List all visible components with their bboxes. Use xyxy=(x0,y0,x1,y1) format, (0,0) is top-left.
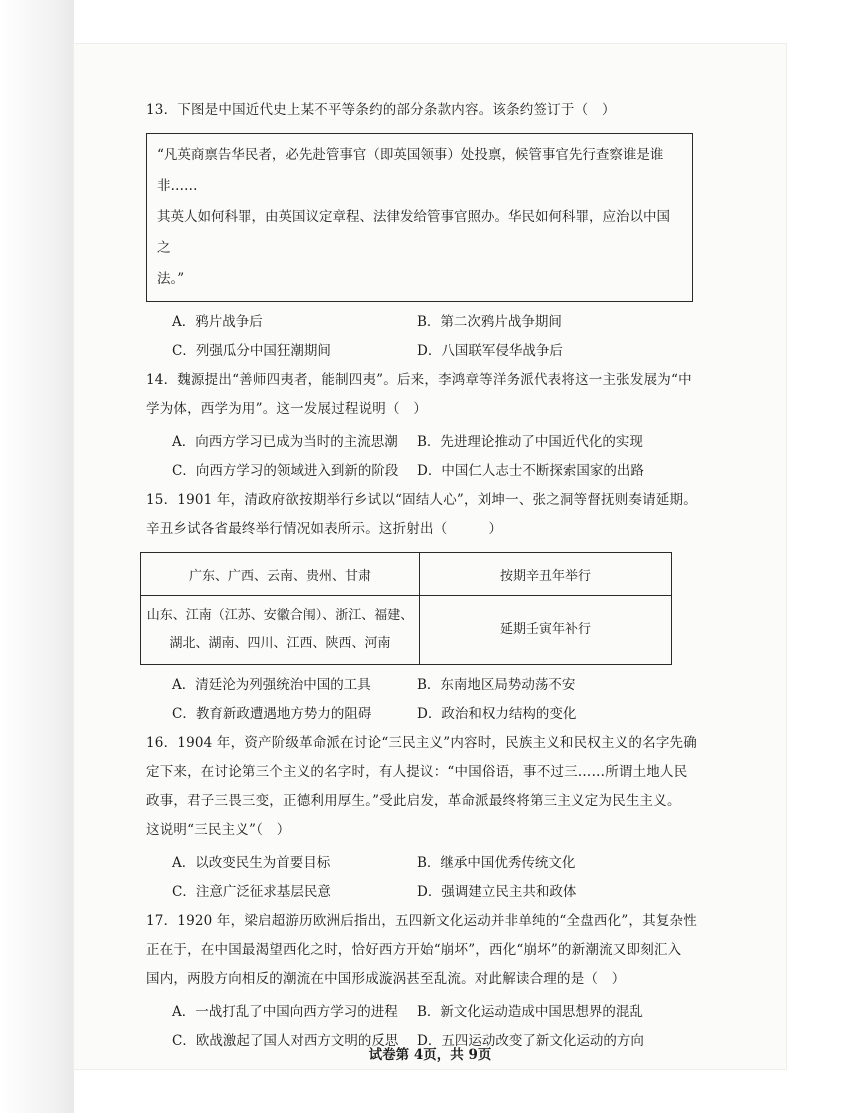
option-a: A．鸦片战争后 xyxy=(172,314,263,330)
option-a: A．清廷沦为列强统治中国的工具 xyxy=(172,677,371,693)
question-15-options xyxy=(172,671,706,729)
question-14-stem-line-1: 14．魏源提出“善师四夷者，能制四夷”。后来，李鸿章等洋务派代表将这一主张发展为“中 xyxy=(146,372,692,388)
question-16-stem-line-2: 定下来，在讨论第三个主义的名字时，有人提议：“中国俗语，事不过三……所谓土地人民 xyxy=(146,764,688,780)
quote-line-2: 其英人如何科罪，由英国议定章程、法律发给管事官照办。华民如何科罪，应治以中国之 xyxy=(157,209,670,256)
question-17-stem-line-3: 国内，两股方向相反的潮流在中国形成漩涡甚至乱流。对此解读合理的是（ ） xyxy=(146,971,626,987)
table-cell-line-1: 山东、江南（江苏、安徽合闱）、浙江、福建、 xyxy=(146,608,414,623)
option-d: D．中国仁人志士不断探索国家的出路 xyxy=(417,463,644,479)
question-13 xyxy=(146,96,706,366)
question-16-stem-line-1: 16．1904 年，资产阶级革命派在讨论“三民主义”内容时，民族主义和民权主义的名字先确 xyxy=(146,735,697,751)
table-cell-provinces-delayed xyxy=(141,596,420,665)
table-cell-line-2: 湖北、湖南、四川、江西、陕西、河南 xyxy=(169,636,391,651)
exam-content xyxy=(146,96,706,1056)
scan-shadow xyxy=(0,0,74,1113)
option-a: A．以改变民生为首要目标 xyxy=(172,855,331,871)
option-c: C．注意广泛征求基层民意 xyxy=(172,884,331,900)
option-b: B．第二次鸦片战争期间 xyxy=(417,314,562,330)
option-b: B．先进理论推动了中国近代化的实现 xyxy=(417,434,643,450)
table-cell-delayed: 延期壬寅年补行 xyxy=(420,596,672,665)
treaty-quote-box xyxy=(146,133,693,302)
option-b: B．新文化运动造成中国思想界的混乱 xyxy=(417,1004,643,1020)
option-a: A．一战打乱了中国向西方学习的进程 xyxy=(172,1004,398,1020)
option-d: D．八国联军侵华战争后 xyxy=(417,343,563,359)
quote-line-1: “凡英商禀告华民者，必先赴管事官（即英国领事）处投禀，候管事官先行查察谁是谁非…… xyxy=(157,147,664,194)
question-16-stem-line-3: 政事，君子三畏三变，正德利用厚生。”受此启发，革命派最终将第三主义定为民生主义。 xyxy=(146,793,681,809)
table-cell-provinces-on-time: 广东、广西、云南、贵州、甘肃 xyxy=(141,553,420,596)
question-15 xyxy=(146,486,706,729)
question-15-stem-line-2: 辛丑乡试各省最终举行情况如表所示。这折射出（ ） xyxy=(146,521,503,537)
question-17-stem-line-1: 17．1920 年，梁启超游历欧洲后指出，五四新文化运动并非单纯的“全盘西化”，其复杂性 xyxy=(146,913,697,929)
question-14 xyxy=(146,366,706,486)
question-15-stem-line-1: 15．1901 年，清政府欲按期举行乡试以“固结人心”，刘坤一、张之洞等督抚则奏请延期。 xyxy=(146,492,697,508)
question-16 xyxy=(146,729,706,907)
table-row xyxy=(141,553,672,596)
option-b: B．东南地区局势动荡不安 xyxy=(417,677,576,693)
option-d: D．五四运动改变了新文化运动的方向 xyxy=(417,1033,644,1049)
table-row xyxy=(141,596,672,665)
option-b: B．继承中国优秀传统文化 xyxy=(417,855,576,871)
question-13-stem: 13．下图是中国近代史上某不平等条约的部分条款内容。该条约签订于（ ） xyxy=(146,102,616,118)
option-c: C．向西方学习的领域进入到新的阶段 xyxy=(172,463,399,479)
option-d: D．强调建立民主共和政体 xyxy=(417,884,577,900)
option-c: C．欧战激起了国人对西方文明的反思 xyxy=(172,1033,399,1049)
question-17 xyxy=(146,907,706,1056)
question-14-stem-line-2: 学为体，西学为用”。这一发展过程说明（ ） xyxy=(146,401,428,417)
question-16-stem-line-4: 这说明“三民主义”（ ） xyxy=(146,822,291,838)
page-footer: 试卷第 4页，共 9页 xyxy=(368,1047,492,1063)
question-13-options xyxy=(172,308,706,366)
question-17-stem-line-2: 正在于，在中国最渴望西化之时，恰好西方开始“崩坏”，西化“崩坏”的新潮流又即刻汇入 xyxy=(146,942,682,958)
table-cell-on-time: 按期辛丑年举行 xyxy=(420,553,672,596)
exam-schedule-table xyxy=(140,552,672,665)
option-c: C．教育新政遭遇地方势力的阻碍 xyxy=(172,706,372,722)
quote-line-3: 法。” xyxy=(157,271,185,287)
question-14-options xyxy=(172,428,706,486)
option-c: C．列强瓜分中国狂潮期间 xyxy=(172,343,331,359)
question-16-options xyxy=(172,849,706,907)
option-a: A．向西方学习已成为当时的主流思潮 xyxy=(172,434,398,450)
option-d: D．政治和权力结构的变化 xyxy=(417,706,577,722)
